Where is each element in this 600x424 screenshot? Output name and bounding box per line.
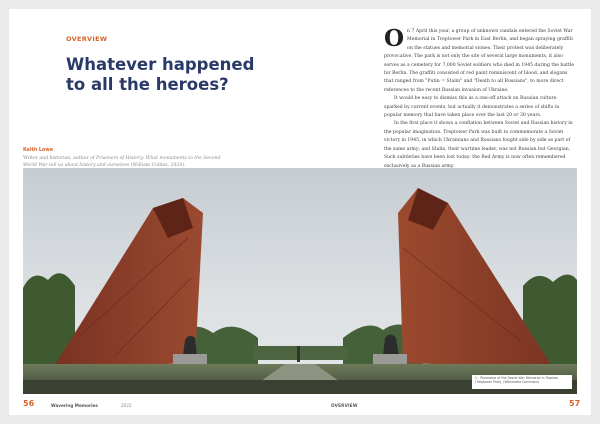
headline: Whatever happened to all the heroes?	[66, 55, 255, 94]
section-label: OVERVIEW	[66, 35, 108, 43]
bio-prefix: Writer and historian, author of	[23, 156, 97, 161]
central-statue	[297, 346, 300, 362]
photo-caption: 1 - Panorama of the Soviet War Memorial in Treptow (Treptower Park). (Wikimedia Commons)	[472, 375, 572, 389]
magazine-title: Wavering Memories	[51, 403, 98, 408]
magazine-spread	[9, 9, 591, 415]
page-number-left: 56	[23, 399, 35, 408]
page-number-right: 57	[569, 399, 581, 408]
issue-date: 2022	[121, 403, 132, 408]
author-name: Keith Lowe	[23, 148, 53, 153]
paragraph-3: In the first place it shows a conflation between Soviet and Russian history in the popular imagination. Treptower Park was built to commemorate a Soviet victory in 1945, in which Ukrainians and Russians fought side by side as part of the same army; and Stalin, their wartime leader, was not Russian but Georgian. Such subtleties have been lost today: the Red Army is now often remembered exclusively as a Russian army.	[384, 121, 573, 169]
bio-book-title: Prisoners of History: What monuments to the Second World War tell us about history and ourselves	[23, 156, 221, 169]
memorial-panorama-image	[23, 168, 577, 394]
drop-cap: O	[384, 25, 405, 52]
paragraph-1	[384, 25, 576, 95]
bio-publisher: (William Collins, 2020).	[129, 163, 186, 169]
paragraph-2: It would be easy to dismiss this as a one-off attack on Russian culture sparked by current events, but actually it demonstrates a series of shifts in popular memory that have taken place over the last 20 or 30 years.	[384, 96, 560, 119]
paragraph-1-text: n 7 April this year, a group of unknown vandals entered the Soviet War Memorial in Treptower Park in East Berlin, and began spraying graffiti on the statues and memorial stones. Their protest was deliberately provocative. The park is not only the site of several large monuments, it also serves as a cemetery for 7,000 Soviet soldiers who died in 1945 during the battle for Berlin. The graffiti consisted of red paint reminiscent of blood, and slogans that ranged from "Putin = Stalin" and "Death to all Russians", to more direct references to the recent Russian invasion of Ukraine.	[384, 29, 574, 93]
horizon-trees	[253, 346, 348, 360]
article-body	[384, 25, 576, 171]
memorial-photo	[23, 168, 577, 394]
footer-section-label: OVERVIEW	[331, 403, 358, 408]
